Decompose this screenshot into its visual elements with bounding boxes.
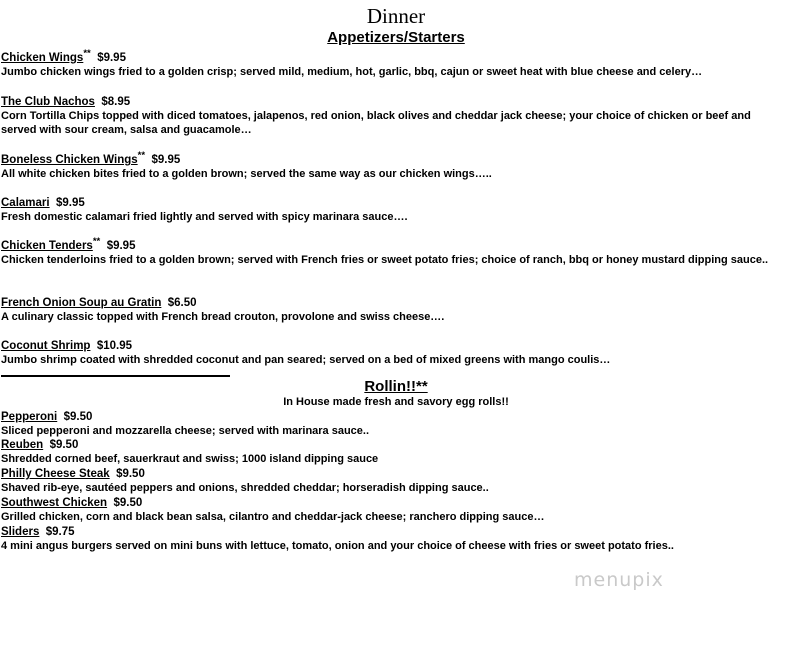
menu-item-header [1, 149, 789, 167]
item-name: Reuben [1, 439, 44, 451]
item-price: $9.95 [97, 51, 126, 64]
menu-item-boneless-wings [1, 149, 789, 181]
menu-item-philly-cheese-steak [1, 467, 789, 495]
menu-item-southwest-chicken [1, 496, 789, 524]
item-description: 4 mini angus burgers served on mini buns with lettuce, tomato, onion and your choice of cheese with fries or sweet potato fries.. [1, 540, 674, 552]
page-title: Dinner [366, 4, 426, 28]
menu-item-header [1, 47, 789, 65]
menu-item-chicken-tenders [1, 235, 789, 267]
item-price: $9.95 [106, 239, 136, 252]
rollin-heading-mark: ** [415, 378, 428, 395]
item-mark: ** [92, 236, 101, 247]
item-price: $8.95 [101, 95, 131, 108]
menu-item-header [1, 410, 789, 424]
rollin-heading [0, 378, 792, 395]
item-description: All white chicken bites fried to a golden brown; served the same way as our chicken wings….. [1, 167, 492, 180]
item-price: $9.50 [113, 497, 143, 509]
menu-item-pepperoni [1, 410, 789, 438]
item-price: $10.95 [96, 339, 133, 352]
item-mark: ** [83, 48, 91, 59]
item-name: Southwest Chicken [1, 497, 108, 509]
menu-item-header [1, 438, 789, 452]
menu-item-header [1, 235, 789, 253]
item-name: Pepperoni [1, 411, 58, 423]
menu-item-french-onion-soup [1, 292, 789, 324]
item-description: A culinary classic topped with French bread crouton, provolone and swiss cheese…. [1, 310, 445, 323]
rollin-heading-text: Rollin!! [364, 378, 416, 395]
menu-item-header [1, 292, 789, 310]
appetizers-heading: Appetizers/Starters [327, 29, 465, 46]
item-price: $9.95 [151, 153, 181, 166]
item-name: The Club Nachos [1, 95, 95, 108]
item-price: $9.95 [55, 196, 85, 209]
item-name: Chicken Wings [1, 51, 84, 64]
item-name: Calamari [1, 196, 50, 209]
item-description: Shredded corned beef, sauerkraut and swiss; 1000 island dipping sauce [1, 453, 379, 465]
item-name: Boneless Chicken Wings [1, 153, 138, 166]
section-divider [1, 375, 230, 377]
menu-item-chicken-wings [1, 47, 789, 79]
menu-item-header [1, 467, 789, 481]
menu-item-header [1, 496, 789, 510]
menu-item-header [1, 192, 789, 210]
item-name: Philly Cheese Steak [1, 468, 110, 480]
item-price: $9.50 [63, 411, 93, 423]
item-description: Grilled chicken, corn and black bean salsa, cilantro and cheddar-jack cheese; ranchero dipping sauce… [1, 511, 545, 523]
menu-item-reuben [1, 438, 789, 466]
item-price: $9.50 [116, 468, 145, 480]
rollin-subtitle: In House made fresh and savory egg rolls!! [283, 396, 509, 408]
item-name: Coconut Shrimp [1, 339, 91, 352]
menu-item-header [1, 335, 789, 353]
item-description: Sliced pepperoni and mozzarella cheese; served with marinara sauce.. [1, 425, 370, 437]
item-description: Shaved rib-eye, sautéed peppers and onions, shredded cheddar; horseradish dipping sauce.. [1, 482, 489, 494]
menu-item-header [1, 91, 789, 109]
menu-item-calamari [1, 192, 789, 224]
menu-item-header [1, 525, 789, 539]
menu-item-sliders [1, 525, 789, 553]
item-name: Chicken Tenders [1, 239, 93, 252]
menu-item-coconut-shrimp [1, 335, 789, 367]
menu-item-club-nachos [1, 91, 789, 137]
item-description: Fresh domestic calamari fried lightly and served with spicy marinara sauce…. [1, 210, 408, 223]
item-mark: ** [137, 150, 146, 161]
item-name: Sliders [1, 526, 40, 538]
item-description: Chicken tenderloins fried to a golden brown; served with French fries or sweet potato fries; choice of ranch, bbq or honey mustard dipping sauce.. [1, 253, 769, 266]
item-description: Corn Tortilla Chips topped with diced tomatoes, jalapenos, red onion, black olives and cheddar jack cheese; your choice of chicken or beef and served with sour cream, salsa and guacamole… [1, 109, 751, 136]
menupix-watermark: menupix [574, 569, 664, 591]
item-description: Jumbo shrimp coated with shredded coconut and pan seared; served on a bed of mixed greens with mango coulis… [1, 353, 611, 366]
item-description: Jumbo chicken wings fried to a golden crisp; served mild, medium, hot, garlic, bbq, cajun or sweet heat with blue cheese and celery… [1, 65, 703, 78]
item-price: $9.50 [49, 439, 79, 451]
item-name: French Onion Soup au Gratin [1, 296, 162, 309]
item-price: $9.75 [45, 526, 75, 538]
item-price: $6.50 [167, 296, 197, 309]
